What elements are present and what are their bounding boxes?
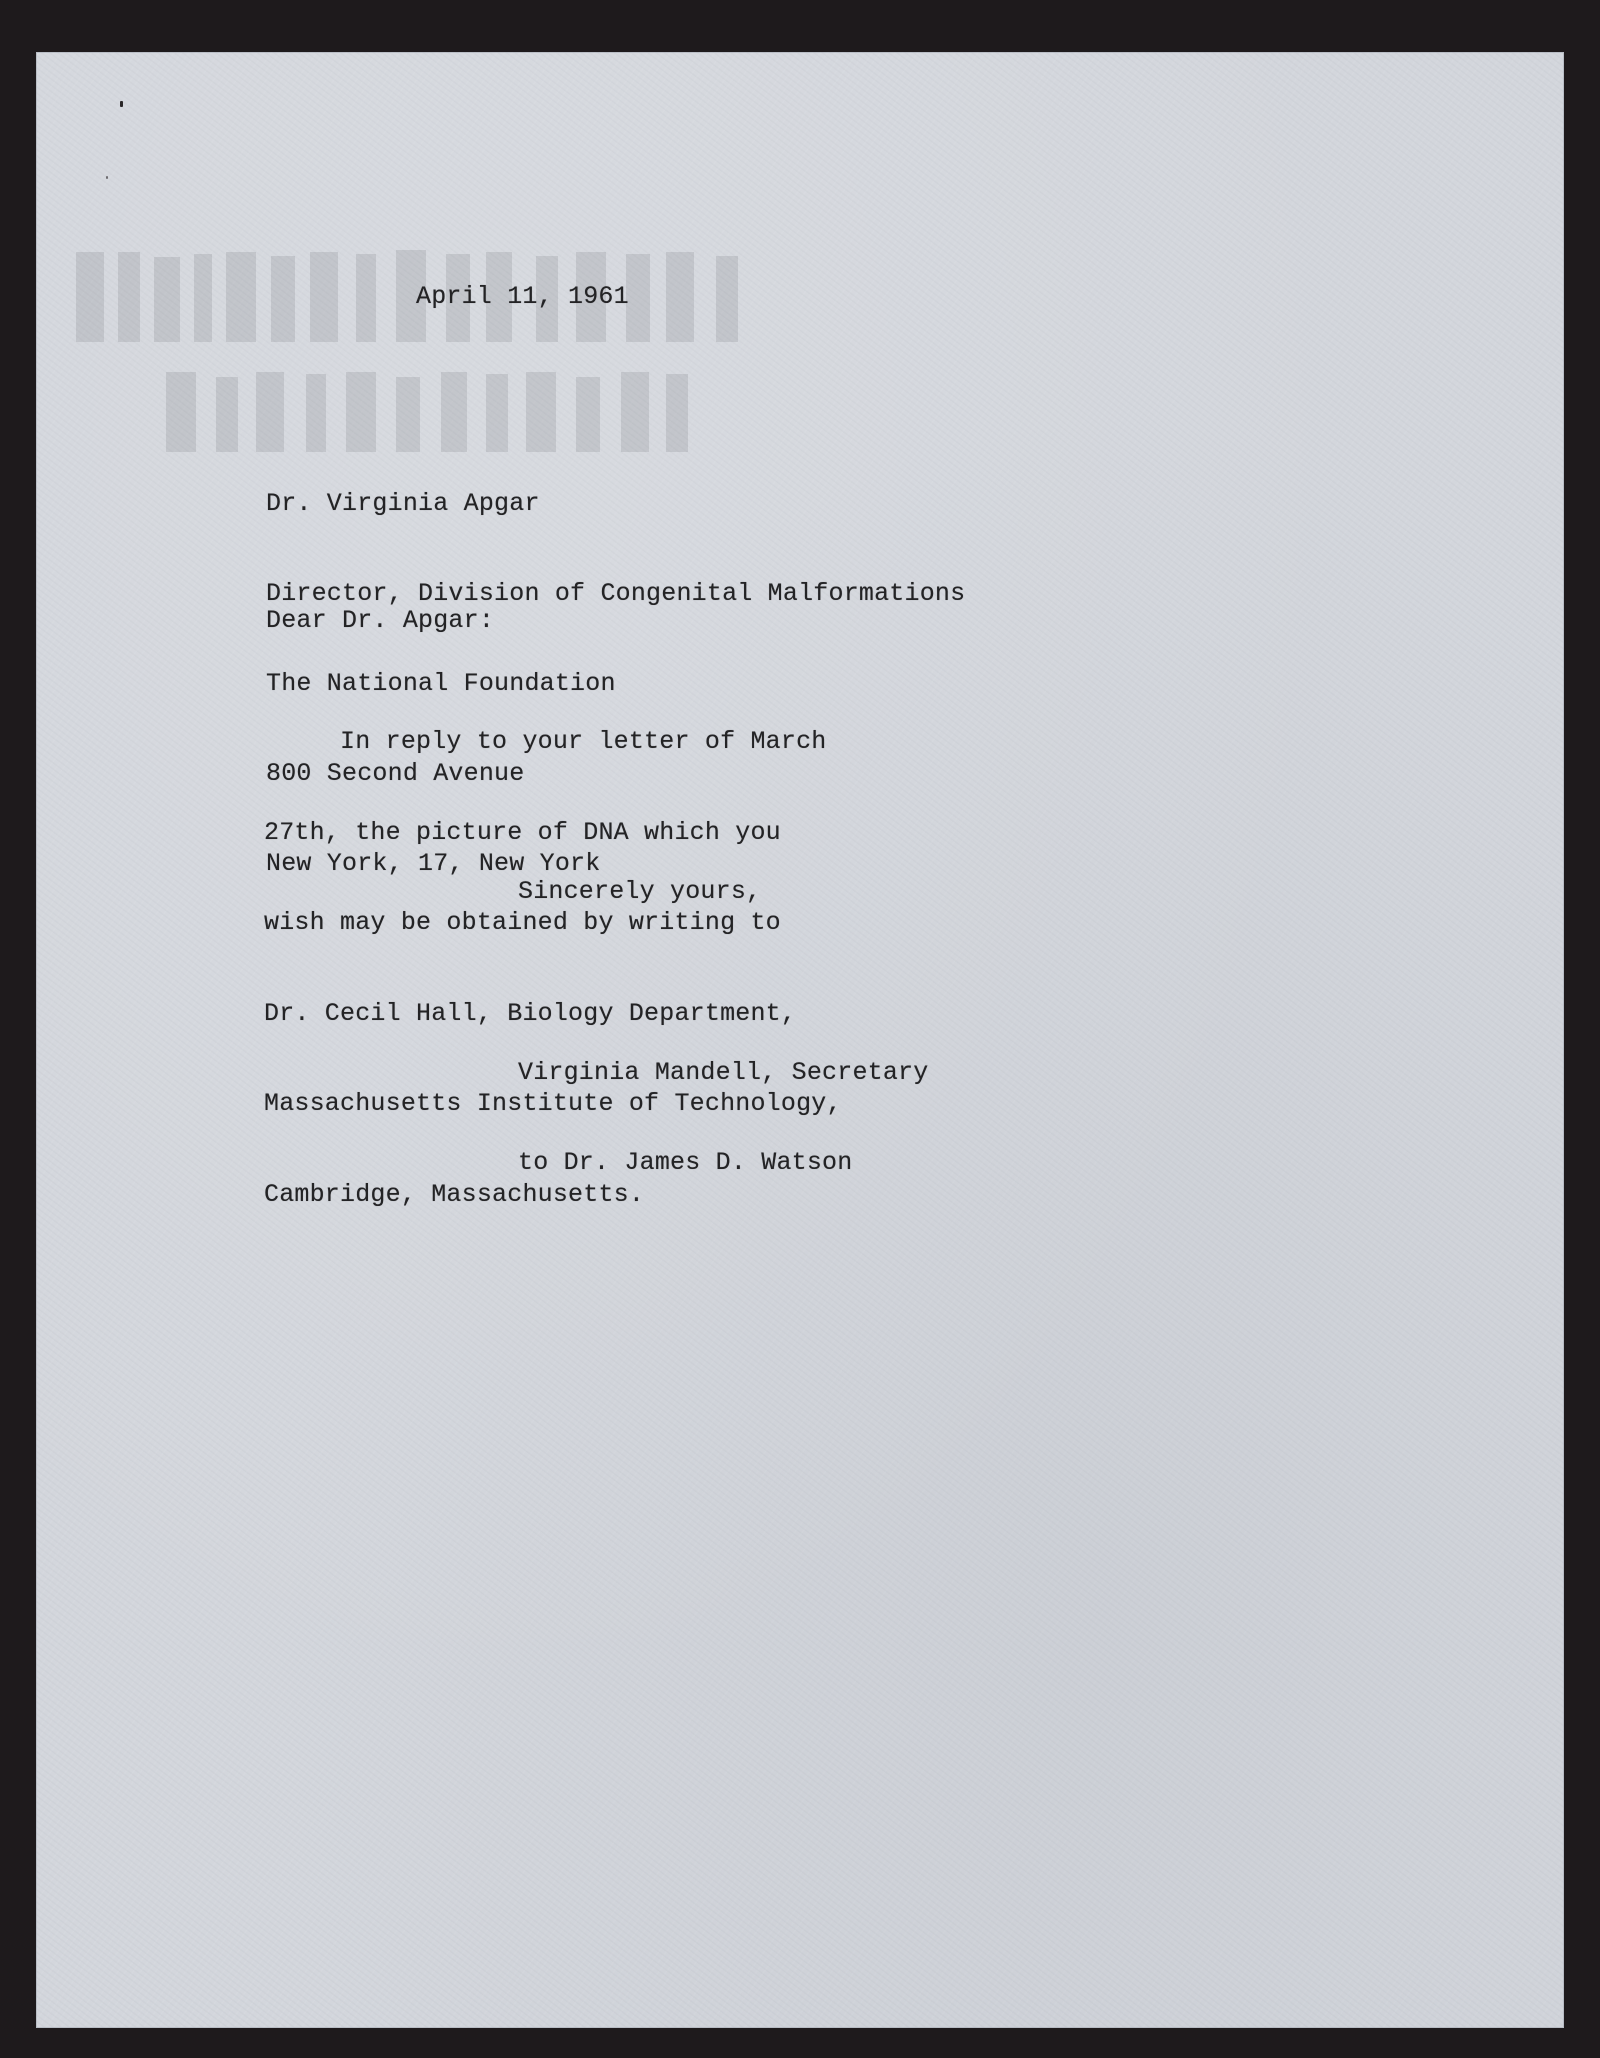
recipient-name: Dr. Virginia Apgar xyxy=(266,489,540,518)
body-line: wish may be obtained by writing to xyxy=(264,908,781,937)
recipient-street: 800 Second Avenue xyxy=(266,759,525,788)
body-line: Massachusetts Institute of Technology, xyxy=(264,1089,842,1118)
salutation: Dear Dr. Apgar: xyxy=(266,606,495,635)
signer-role: to Dr. James D. Watson xyxy=(518,1148,853,1177)
closing: Sincerely yours, xyxy=(518,877,762,906)
paper-speck xyxy=(106,176,108,179)
recipient-city: New York, 17, New York xyxy=(266,849,601,878)
body-line: Dr. Cecil Hall, Biology Department, xyxy=(264,998,797,1028)
body-line: In reply to your letter of March xyxy=(264,727,827,756)
recipient-organization: The National Foundation xyxy=(266,669,616,698)
paper-speck xyxy=(120,101,123,107)
signature-block xyxy=(518,998,928,1238)
body-line: Cambridge, Massachusetts. xyxy=(264,1179,645,1209)
recipient-title: Director, Division of Congenital Malformations xyxy=(266,579,966,608)
body-line: 27th, the picture of DNA which you xyxy=(264,817,781,847)
letter-date: April 11, 1961 xyxy=(416,282,629,311)
signer-name: Virginia Mandell, Secretary xyxy=(518,1058,929,1087)
